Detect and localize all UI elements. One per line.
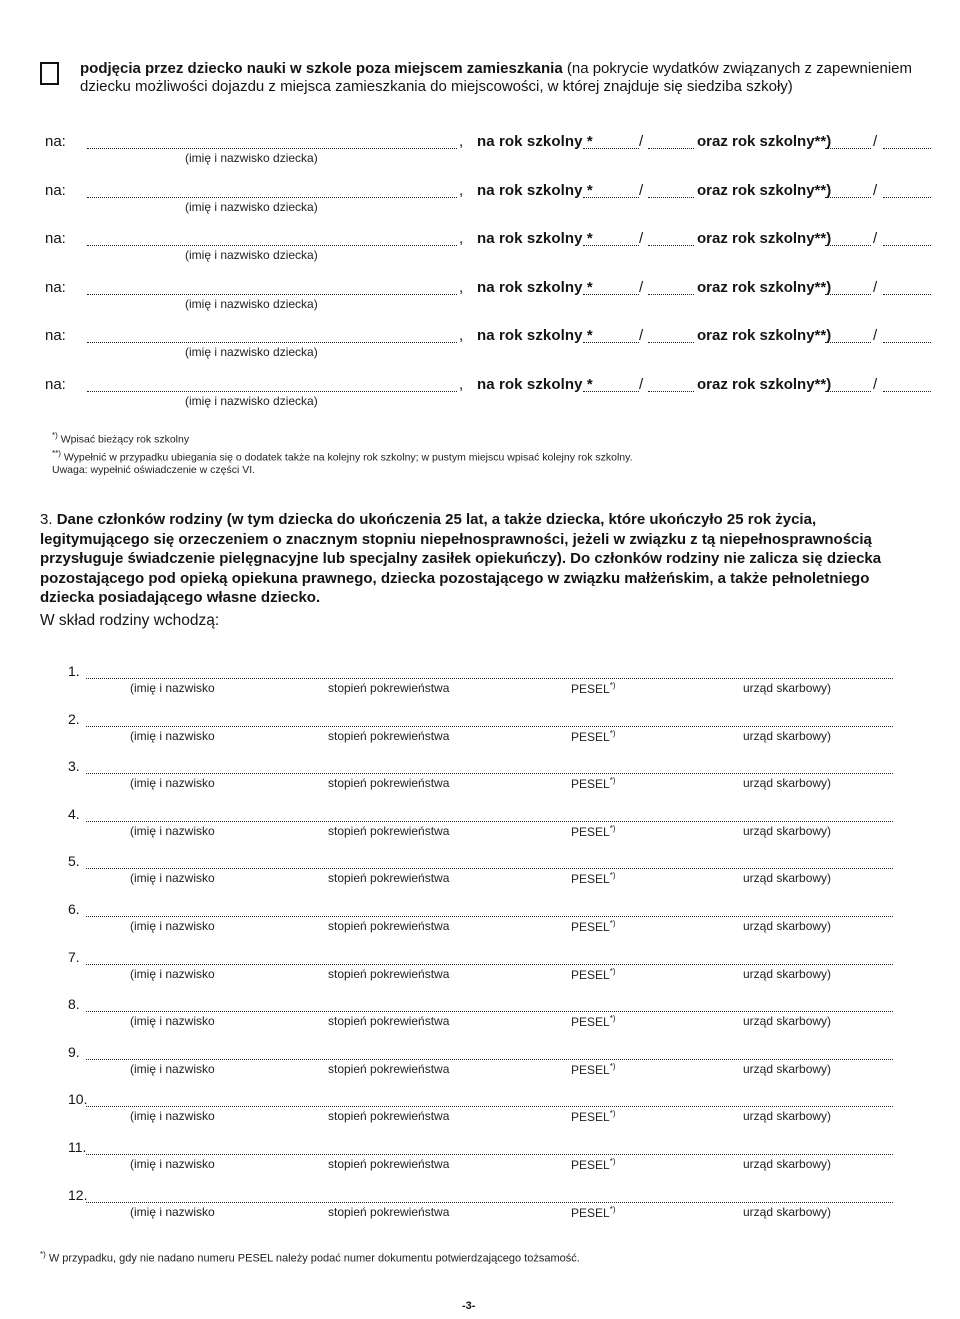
family-member-row [68,949,893,989]
comma: , [459,278,464,296]
note-2-mark: **) [52,448,61,458]
comma: , [459,181,464,199]
year-separator: / [873,181,878,199]
child-name-field[interactable] [87,279,457,295]
relationship-caption: stopień pokrewieństwa [328,1204,450,1219]
comma: , [459,133,464,150]
family-member-field[interactable] [86,712,893,727]
school-year-end-field[interactable] [648,230,694,246]
na-label: na: [45,375,66,393]
year-separator: / [873,327,878,344]
pesel-label: PESEL [571,682,610,696]
pesel-label: PESEL [571,777,610,792]
pesel-label: PESEL [571,1062,610,1077]
year-separator: / [639,327,644,344]
name-caption: (imię i nazwisko [130,728,215,743]
school-year-end-field[interactable] [648,133,694,149]
next-school-year-label: oraz rok szkolny**) [697,375,832,393]
school-year-end-field[interactable] [648,327,694,343]
na-label: na: [45,133,66,150]
name-caption: (imię i nazwisko [130,823,215,838]
row-number: 6. [68,901,80,917]
next-school-year-label: oraz rok szkolny**) [697,327,832,344]
child-row [45,182,915,222]
family-member-row [68,1044,893,1084]
family-member-field[interactable] [86,664,893,679]
school-year-start-field[interactable] [583,279,639,295]
family-member-row [68,663,893,703]
next-year-end-field[interactable] [883,279,931,295]
footnote-text: W przypadku, gdy nie nadano numeru PESEL należy podać numer dokumentu potwierdzającego tożsamość. [45,1252,580,1265]
page-number: -3- [462,1300,476,1312]
next-school-year-label: oraz rok szkolny**) [697,230,832,247]
name-caption: (imię i nazwisko [130,1014,215,1029]
family-member-field[interactable] [86,997,893,1012]
child-name-caption: (imię i nazwisko dziecka) [185,151,318,165]
note-2: Wypełnić w przypadku ubiegania się o dodatek także na kolejny rok szkolny; w pustym miejscu wpisać kolejny rok szkolny. [63,451,633,463]
child-name-caption: (imię i nazwisko dziecka) [185,248,318,262]
name-caption: (imię i nazwisko [130,1157,215,1171]
pesel-footnote [40,1250,580,1265]
next-school-year-label: oraz rok szkolny**) [697,278,832,296]
child-name-field[interactable] [87,230,457,246]
next-year-end-field[interactable] [883,182,931,198]
tax-office-caption: urząd skarbowy) [743,776,832,791]
next-school-year-label: oraz rok szkolny**) [697,181,832,199]
pesel-mark: *) [609,1204,616,1214]
pesel-caption [571,1109,615,1124]
year-separator: / [873,278,878,296]
pesel-caption [571,1157,615,1172]
year-separator: / [639,375,644,393]
pesel-caption [571,681,615,696]
year-separator: / [873,230,878,247]
pesel-caption [571,824,615,839]
school-year-end-field[interactable] [648,376,694,392]
row-number: 2. [68,710,80,727]
next-year-start-field[interactable] [825,279,871,295]
family-member-field[interactable] [86,759,893,774]
option-title: podjęcia przez dziecko nauki w szkole poza miejscem zamieszkania [80,60,563,77]
name-caption: (imię i nazwisko [130,871,215,886]
pesel-caption [571,776,615,791]
family-member-field[interactable] [86,854,893,869]
pesel-caption [571,729,615,744]
pesel-mark: *) [609,1014,616,1024]
relationship-caption: stopień pokrewieństwa [328,871,450,886]
tax-office-caption: urząd skarbowy) [743,1204,832,1219]
row-number: 3. [68,758,80,775]
family-member-row [68,711,893,751]
pesel-label: PESEL [571,920,610,934]
child-name-field[interactable] [87,376,457,392]
family-member-field[interactable] [86,1045,893,1060]
family-member-row [68,1187,893,1227]
notes [52,429,633,477]
pesel-caption [571,1205,615,1220]
relationship-caption: stopień pokrewieństwa [328,966,450,981]
tax-office-caption: urząd skarbowy) [743,681,832,695]
next-year-start-field[interactable] [825,133,871,149]
note-1: Wpisać bieżący rok szkolny [60,433,190,446]
pesel-caption [571,967,615,982]
school-year-label: na rok szkolny * [477,278,593,296]
school-year-start-field[interactable] [583,376,639,392]
relationship-caption: stopień pokrewieństwa [328,919,450,933]
next-year-end-field[interactable] [883,376,931,392]
pesel-mark: *) [609,1061,616,1071]
comma: , [459,375,464,393]
pesel-label: PESEL [571,967,610,982]
section-3-number: 3. [40,511,53,528]
name-caption: (imię i nazwisko [130,1204,215,1219]
school-year-label: na rok szkolny * [477,230,593,247]
name-caption: (imię i nazwisko [130,1061,215,1076]
family-member-row [68,758,893,798]
school-year-start-field[interactable] [583,327,639,343]
school-year-start-field[interactable] [583,182,639,198]
child-row [45,279,915,319]
tax-office-caption: urząd skarbowy) [743,1014,832,1029]
school-year-label: na rok szkolny * [477,133,593,150]
tax-office-caption: urząd skarbowy) [743,728,832,743]
pesel-mark: *) [609,728,616,738]
child-name-caption: (imię i nazwisko dziecka) [185,296,318,311]
pesel-mark: *) [609,919,616,928]
pesel-mark: *) [609,1109,616,1119]
child-row [45,230,915,270]
section-3 [40,510,905,608]
family-member-field[interactable] [86,1188,893,1203]
option-checkbox[interactable] [40,62,59,85]
school-commute-option [40,60,920,96]
na-label: na: [45,181,66,199]
family-member-field[interactable] [86,1140,893,1155]
na-label: na: [45,230,66,247]
child-row [45,327,915,367]
next-year-end-field[interactable] [883,230,931,246]
row-number: 1. [68,663,80,679]
na-label: na: [45,327,66,344]
next-year-start-field[interactable] [825,327,871,343]
row-number: 8. [68,996,80,1013]
family-intro: W skład rodziny wchodzą: [40,612,220,629]
pesel-mark: *) [609,1157,616,1166]
pesel-mark: *) [609,966,616,976]
option-description [80,60,920,96]
pesel-label: PESEL [571,1158,610,1172]
name-caption: (imię i nazwisko [130,1109,215,1124]
next-year-end-field[interactable] [883,327,931,343]
row-number: 7. [68,948,80,965]
year-separator: / [639,230,644,247]
family-member-row [68,1139,893,1179]
pesel-label: PESEL [571,824,610,839]
section-3-text: Dane członków rodziny (w tym dziecka do ukończenia 25 lat, a także dziecka, które ukończyło 25 rok życia, legitymującego się orzeczeniem o znacznym stopniu niepełnosprawności, jeżeli w związku z tą niepełnosprawnością przysługuje świadczenie pielęgnacyjne lub specjalny zasiłek opiekuńczy). Do członków rodziny nie zalicza się dziecka pozostającego pod opieką opiekuna prawnego, dziecka pozostającego w związku małżeńskim, a także pełnoletniego dziecka posiadającego własne dziecko. [40,511,882,606]
pesel-mark: *) [609,823,616,833]
pesel-label: PESEL [571,1205,610,1220]
comma: , [459,230,464,247]
footnote-mark: *) [40,1250,46,1259]
next-year-start-field[interactable] [825,182,871,198]
tax-office-caption: urząd skarbowy) [743,1109,832,1124]
name-caption: (imię i nazwisko [130,919,215,933]
child-row [45,133,915,173]
pesel-caption [571,919,615,934]
child-name-field[interactable] [87,327,457,343]
pesel-caption [571,1014,615,1029]
note-1-mark: *) [52,431,58,440]
relationship-caption: stopień pokrewieństwa [328,728,450,743]
relationship-caption: stopień pokrewieństwa [328,1157,450,1171]
next-year-start-field[interactable] [825,230,871,246]
family-member-field[interactable] [86,902,893,917]
row-number: 5. [68,853,80,870]
tax-office-caption: urząd skarbowy) [743,966,832,981]
relationship-caption: stopień pokrewieństwa [328,823,450,838]
row-number: 11. [68,1139,87,1155]
comma: , [459,327,464,344]
pesel-mark: *) [609,776,616,786]
child-row [45,376,915,416]
row-number: 9. [68,1043,80,1060]
next-year-end-field[interactable] [883,133,931,149]
pesel-label: PESEL [571,1015,610,1030]
school-year-end-field[interactable] [648,279,694,295]
school-year-end-field[interactable] [648,182,694,198]
pesel-mark: *) [609,871,616,881]
year-separator: / [873,133,878,150]
family-member-row [68,1091,893,1131]
school-year-label: na rok szkolny * [477,327,593,344]
relationship-caption: stopień pokrewieństwa [328,776,450,791]
note-3: Uwaga: wypełnić oświadczenie w części VI. [52,464,256,476]
tax-office-caption: urząd skarbowy) [743,1061,832,1076]
name-caption: (imię i nazwisko [130,776,215,791]
next-year-start-field[interactable] [825,376,871,392]
tax-office-caption: urząd skarbowy) [743,871,832,886]
relationship-caption: stopień pokrewieństwa [328,1061,450,1076]
pesel-label: PESEL [571,872,610,887]
name-caption: (imię i nazwisko [130,966,215,981]
family-member-row [68,853,893,893]
row-number: 4. [68,805,80,822]
tax-office-caption: urząd skarbowy) [743,823,832,838]
row-number: 10. [68,1091,88,1108]
family-member-row [68,806,893,846]
school-year-start-field[interactable] [583,230,639,246]
relationship-caption: stopień pokrewieństwa [328,1014,450,1029]
child-name-field[interactable] [87,182,457,198]
pesel-caption [571,1062,615,1077]
row-number: 12. [68,1186,88,1203]
pesel-label: PESEL [571,1110,610,1125]
tax-office-caption: urząd skarbowy) [743,919,832,933]
year-separator: / [639,133,644,150]
child-name-caption: (imię i nazwisko dziecka) [185,199,318,214]
pesel-caption [571,871,615,886]
next-school-year-label: oraz rok szkolny**) [697,133,832,150]
family-member-field[interactable] [86,807,893,822]
year-separator: / [639,278,644,296]
school-year-start-field[interactable] [583,133,639,149]
relationship-caption: stopień pokrewieństwa [328,1109,450,1124]
child-name-caption: (imię i nazwisko dziecka) [185,345,318,359]
family-member-field[interactable] [86,1092,893,1107]
year-separator: / [873,375,878,393]
relationship-caption: stopień pokrewieństwa [328,681,450,695]
tax-office-caption: urząd skarbowy) [743,1157,832,1171]
school-year-label: na rok szkolny * [477,181,593,199]
option-details: (na pokrycie wydatków związanych z zapewnieniem dziecku możliwości dojazdu z miejsca zamieszkania do miejscowości, w której znajduje się siedziba szkoły) [80,60,913,95]
child-name-field[interactable] [87,133,457,149]
na-label: na: [45,278,66,296]
family-member-row [68,901,893,941]
pesel-mark: *) [609,681,616,690]
child-name-caption: (imię i nazwisko dziecka) [185,393,318,408]
name-caption: (imię i nazwisko [130,681,215,695]
family-member-field[interactable] [86,950,893,965]
family-member-row [68,996,893,1036]
school-year-label: na rok szkolny * [477,375,593,393]
year-separator: / [639,181,644,199]
pesel-label: PESEL [571,729,610,744]
